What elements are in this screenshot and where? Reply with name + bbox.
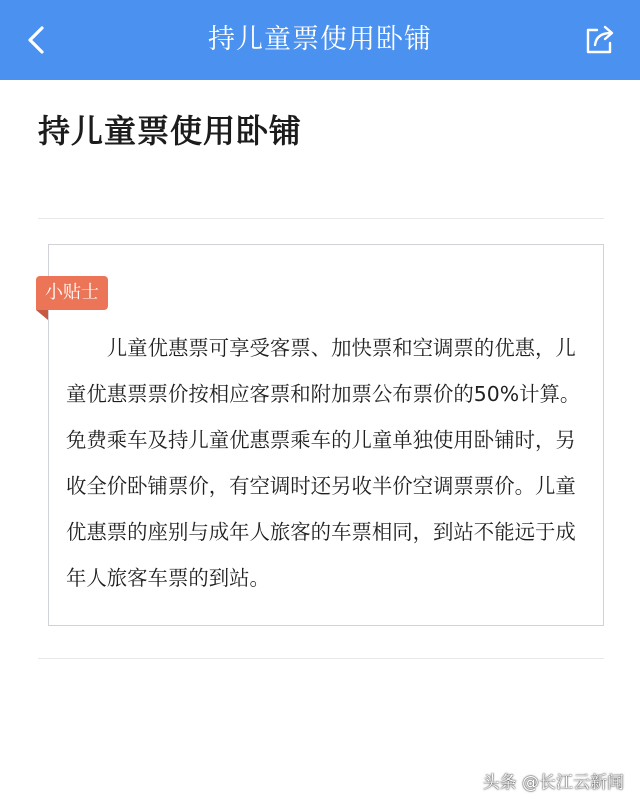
tip-text: 儿童优惠票可享受客票、加快票和空调票的优惠，儿童优惠票票价按相应客票和附加票公布票价的50%计算。免费乘车及持儿童优惠票乘车的儿童单独使用卧铺时，另收全价卧铺票价，有空调时还另收半价空调票票价。儿童优惠票的座别与成年人旅客的车票相同，到站不能远于成年人旅客车票的到站。 bbox=[66, 336, 581, 590]
divider bbox=[38, 218, 604, 219]
tip-badge: 小贴士 bbox=[36, 276, 108, 310]
share-button[interactable] bbox=[582, 22, 618, 58]
top-bar-title: 持儿童票使用卧铺 bbox=[208, 24, 432, 55]
top-bar bbox=[0, 0, 640, 80]
page-title: 持儿童票使用卧铺 bbox=[38, 112, 303, 150]
divider bbox=[38, 658, 604, 659]
share-icon bbox=[583, 23, 617, 57]
tip-badge-tail bbox=[36, 310, 48, 320]
watermark: 头条 @长江云新闻 bbox=[482, 773, 624, 793]
back-button[interactable] bbox=[16, 20, 56, 60]
chevron-left-icon bbox=[24, 25, 48, 55]
